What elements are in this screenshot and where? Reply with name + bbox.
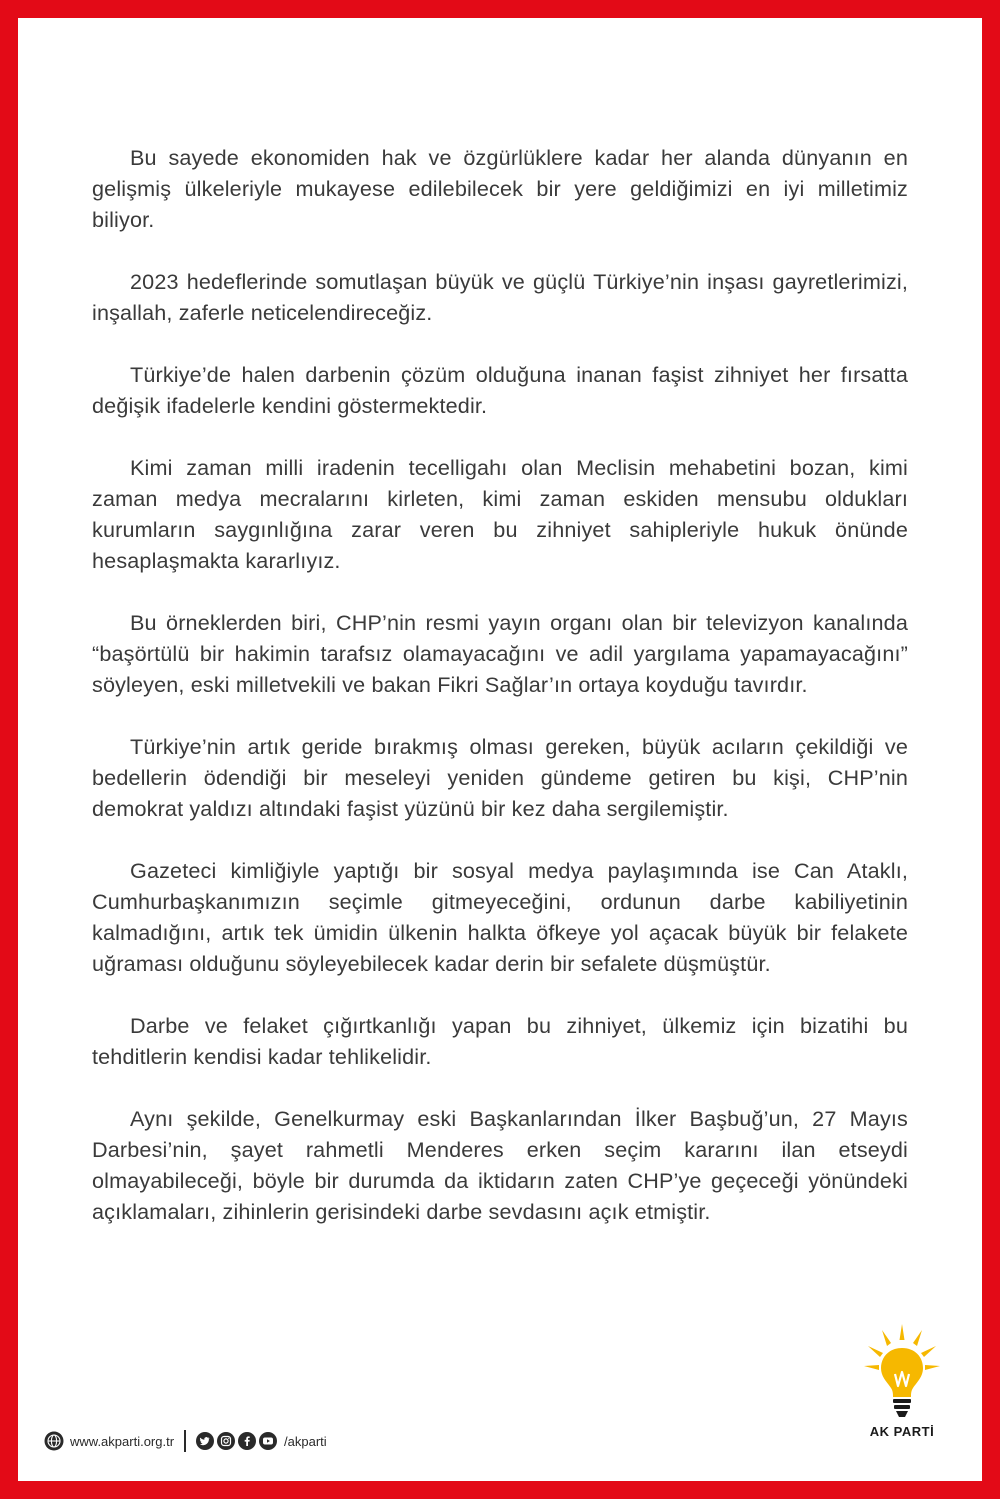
paragraph: Aynı şekilde, Genelkurmay eski Başkanlarından İlker Başbuğ’un, 27 Mayıs Darbesi’nin, şayet rahmetli Menderes erken seçim kararını ilan etseydi olmayabileceği, böyle bir durumda da iktidarın zaten CHP’ye geçeceği yönündeki açıklamaları, zihinlerin gerisindeki darbe sevdasını açık etmiştir. bbox=[92, 1106, 908, 1224]
youtube-icon[interactable] bbox=[259, 1432, 277, 1450]
paragraph: Darbe ve felaket çığırtkanlığı yapan bu zihniyet, ülkemiz için bizatihi bu tehditlerin kendisi kadar tehlikelidir. bbox=[92, 1013, 908, 1069]
footer-divider bbox=[184, 1430, 186, 1452]
website-link[interactable]: www.akparti.org.tr bbox=[70, 1433, 175, 1449]
paragraph: 2023 hedeflerinde somutlaşan büyük ve güçlü Türkiye’nin inşası gayretlerimizi, inşallah, zaferle neticelendireceğiz. bbox=[92, 269, 908, 325]
party-logo bbox=[862, 1320, 942, 1450]
document-body bbox=[92, 142, 908, 1258]
paragraph: Kimi zaman milli iradenin tecelligahı olan Meclisin mehabetini bozan, kimi zaman medya mecralarını kirleten, kimi zaman eskiden mensubu oldukları kurumların saygınlığına zarar veren bu zihniyet sahipleriyle hukuk önünde hesaplaşmakta kararlıyız. bbox=[92, 455, 908, 573]
social-handle[interactable]: /akparti bbox=[284, 1433, 327, 1449]
globe-icon bbox=[44, 1431, 64, 1451]
paragraph: Bu örneklerden biri, CHP’nin resmi yayın organı olan bir televizyon kanalında “başörtülü bir hakimin tarafsız olamayacağını ve adil yargılama yapamayacağını” söyleyen, eski milletvekili ve bakan Fikri Sağlar’ın ortaya koyduğu tavırdır. bbox=[92, 610, 908, 697]
paragraph: Türkiye’de halen darbenin çözüm olduğuna inanan faşist zihniyet her fırsatta değişik ifadelerle kendini göstermektedir. bbox=[92, 362, 908, 418]
logo-text: AK PARTİ bbox=[869, 1424, 935, 1439]
paragraph: Türkiye’nin artık geride bırakmış olması gereken, büyük acıların çekildiği ve bedellerin ödendiği bir meseleyi yeniden gündeme getiren bu kişi, CHP’nin demokrat yaldızı altındaki faşist yüzünü bir kez daha sergilemiştir. bbox=[92, 734, 908, 821]
paragraph: Bu sayede ekonomiden hak ve özgürlüklere kadar her alanda dünyanın en gelişmiş ülkeleriyle mukayese edilebilecek bir yere geldiğimizi en iyi milletimiz biliyor. bbox=[92, 145, 908, 232]
lightbulb-logo-icon bbox=[862, 1320, 942, 1424]
instagram-icon[interactable] bbox=[217, 1432, 235, 1450]
footer bbox=[44, 1428, 327, 1454]
paragraph: Gazeteci kimliğiyle yaptığı bir sosyal medya paylaşımında ise Can Ataklı, Cumhurbaşkanımızın seçimle gitmeyeceğini, ordunun darbe kabiliyetinin kalmadığını, artık tek ümidin ülkenin halkta öfkeye yol açacak büyük bir felakete uğraması olduğunu söyleyebilecek kadar derin bir sefalete düşmüştür. bbox=[92, 858, 908, 976]
twitter-icon[interactable] bbox=[196, 1432, 214, 1450]
facebook-icon[interactable] bbox=[238, 1432, 256, 1450]
